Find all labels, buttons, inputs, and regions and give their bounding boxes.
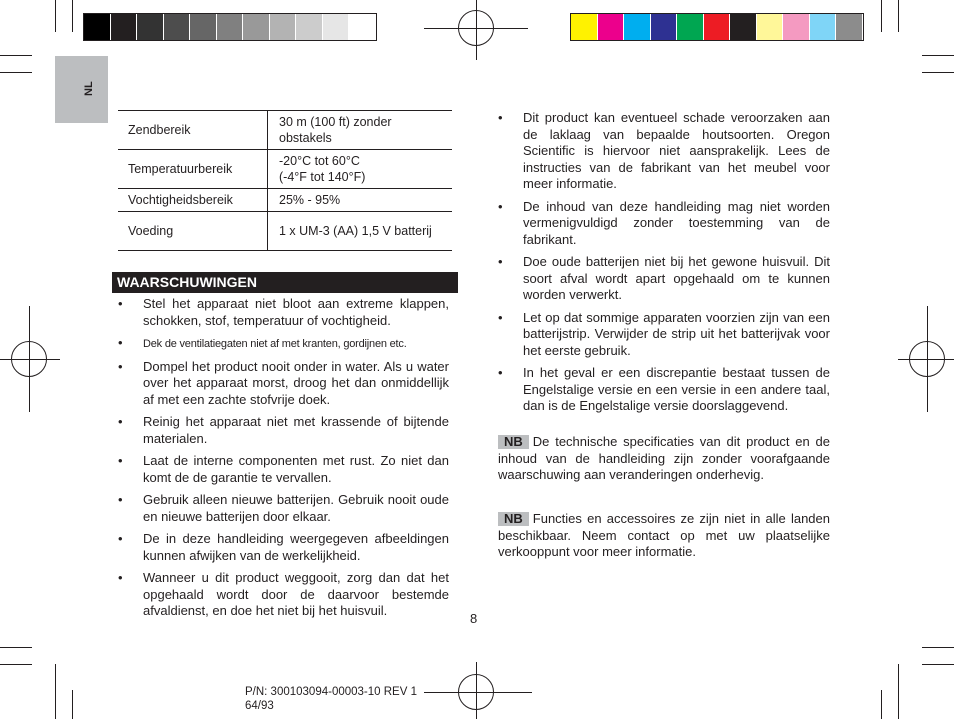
crop-mark	[898, 664, 899, 719]
list-item-text: Reinig het apparaat niet met krassende of bijtende materialen.	[143, 414, 449, 446]
color-calibration-bar	[570, 13, 864, 41]
crop-mark	[0, 664, 32, 665]
crop-mark	[55, 0, 56, 32]
color-swatch	[296, 14, 323, 40]
color-swatch	[598, 14, 625, 40]
spec-label: Temperatuurbereik	[118, 150, 268, 189]
warnings-list-right	[498, 110, 830, 421]
print-info	[245, 685, 417, 713]
bullet-icon: •	[118, 358, 123, 374]
list-item	[118, 296, 449, 329]
crop-mark	[72, 0, 73, 32]
registration-line	[424, 692, 532, 693]
spec-value: 30 m (100 ft) zonder obstakels	[268, 111, 453, 150]
crop-mark	[55, 664, 56, 719]
bullet-icon: •	[498, 365, 503, 380]
bullet-icon: •	[118, 335, 123, 350]
color-swatch	[704, 14, 731, 40]
list-item-text: De inhoud van deze handleiding mag niet worden vermenigvuldigd zonder toestemming van de fabrikant.	[523, 198, 830, 247]
list-item-text: In het geval er een discrepantie bestaat tussen de Engelstalige versie en een versie in een andere taal, dan is de Engelstalige versie doorslaggevend.	[523, 365, 830, 413]
list-item	[118, 531, 449, 564]
bullet-icon: •	[118, 296, 123, 311]
list-item	[118, 414, 449, 447]
registration-line	[476, 0, 477, 60]
list-item	[498, 365, 830, 415]
crop-mark	[0, 72, 32, 73]
crop-mark	[922, 647, 954, 648]
crop-mark	[72, 690, 73, 719]
list-item-text: Doe oude batterijen niet bij het gewone huisvuil. Dit soort afval wordt apart opgehaald om te kunnen worden verwerkt.	[523, 254, 830, 302]
spec-value-line: -20°C tot 60°C	[279, 154, 360, 168]
color-swatch	[677, 14, 704, 40]
list-item-text: De in deze handleiding weergegeven afbeeldingen kunnen afwijken van de werkelijkheid.	[143, 531, 449, 563]
note-specifications	[498, 434, 830, 484]
spec-label: Vochtigheidsbereik	[118, 189, 268, 212]
color-swatch	[137, 14, 164, 40]
crop-mark	[881, 690, 882, 719]
crop-mark	[898, 0, 899, 32]
list-item	[118, 492, 449, 525]
spec-value: 25% - 95%	[268, 189, 453, 212]
registration-line	[0, 359, 60, 360]
note-text: De technische specificaties van dit product en de inhoud van de handleiding zijn zonder voorafgaande waarschuwing aan veranderingen onderhevig.	[498, 434, 830, 482]
specifications-table	[118, 110, 452, 251]
color-swatch	[349, 14, 376, 40]
page-number: 8	[470, 611, 478, 626]
list-item-text: Wanneer u dit product weggooit, zorg dan dat het opgehaald wordt door de daarvoor bestemde afvaldienst, en doe het niet bij het huisvuil.	[143, 570, 449, 618]
sheet-number: 64/93	[245, 700, 274, 712]
bullet-icon: •	[498, 198, 503, 214]
grayscale-calibration-bar	[83, 13, 377, 41]
spec-label: Voeding	[118, 212, 268, 251]
note-features	[498, 511, 830, 561]
color-swatch	[84, 14, 111, 40]
list-item-text: Let op dat sommige apparaten voorzien zijn van een batterijstrip. Verwijder de strip uit het batterijvak voor het eerste gebruik.	[523, 309, 830, 358]
spec-label: Zendbereik	[118, 111, 268, 150]
list-item-text: Stel het apparaat niet bloot aan extreme klappen, schokken, stof, temperatuur of vochtigheid.	[143, 296, 449, 328]
color-swatch	[730, 14, 757, 40]
color-swatch	[217, 14, 244, 40]
bullet-icon: •	[118, 531, 123, 546]
color-swatch	[270, 14, 297, 40]
bullet-icon: •	[118, 453, 123, 468]
color-swatch	[836, 14, 863, 40]
spec-value: 1 x UM-3 (AA) 1,5 V batterij	[268, 212, 453, 251]
color-swatch	[164, 14, 191, 40]
crop-mark	[922, 55, 954, 56]
crop-mark	[881, 0, 882, 32]
bullet-icon: •	[118, 570, 123, 585]
list-item-text: Dek de ventilatiegaten niet af met kranten, gordijnen etc.	[143, 338, 407, 350]
note-tag: NB	[498, 435, 529, 449]
color-swatch	[810, 14, 837, 40]
color-swatch	[757, 14, 784, 40]
registration-line	[476, 662, 477, 719]
bullet-icon: •	[118, 414, 123, 429]
bullet-icon: •	[498, 110, 503, 125]
crop-mark	[922, 664, 954, 665]
note-tag: NB	[498, 512, 529, 526]
bullet-icon: •	[498, 309, 503, 325]
registration-line	[29, 306, 30, 412]
color-swatch	[571, 14, 598, 40]
table-row	[118, 189, 452, 212]
crop-mark	[0, 55, 32, 56]
color-swatch	[783, 14, 810, 40]
crop-mark	[0, 647, 32, 648]
list-item	[118, 570, 449, 620]
list-item	[498, 254, 830, 304]
table-row	[118, 150, 452, 189]
language-tab-label: NL	[83, 81, 95, 96]
note-text: Functies en accessoires ze zijn niet in alle landen beschikbaar. Neem contact op met uw plaatselijke verkooppunt voor meer informatie.	[498, 511, 830, 559]
warnings-heading: WAARSCHUWINGEN	[112, 272, 458, 293]
list-item	[498, 198, 830, 249]
color-swatch	[111, 14, 138, 40]
bullet-icon: •	[118, 492, 123, 507]
color-swatch	[190, 14, 217, 40]
part-number: P/N: 300103094-00003-10 REV 1	[245, 686, 417, 698]
color-swatch	[243, 14, 270, 40]
list-item-text: Laat de interne componenten met rust. Zo niet dan komt de de garantie te vervallen.	[143, 453, 449, 485]
list-item-text: Gebruik alleen nieuwe batterijen. Gebruik nooit oude en nieuwe batterijen door elkaar.	[143, 492, 449, 524]
color-swatch	[323, 14, 350, 40]
list-item-text: Dit product kan eventueel schade veroorzaken aan de laklaag van bepaalde houtsoorten. Oregon Scientific is hiervoor niet aansprakelijk. Lees de instructies van de fabrikant van het meubel voor meer informatie.	[523, 110, 830, 191]
registration-line	[927, 306, 928, 412]
list-item	[118, 358, 449, 409]
color-swatch	[651, 14, 678, 40]
registration-line	[898, 359, 954, 360]
crop-mark	[922, 72, 954, 73]
list-item	[498, 309, 830, 360]
table-row	[118, 111, 452, 150]
bullet-icon: •	[498, 254, 503, 269]
color-swatch	[624, 14, 651, 40]
language-tab	[55, 56, 108, 123]
list-item	[498, 110, 830, 193]
spec-value	[268, 150, 453, 189]
list-item	[118, 453, 449, 486]
list-item-text: Dompel het product nooit onder in water. Als u water over het apparaat morst, droog het dan onmiddellijk af met een zachte stofvrije doek.	[143, 358, 449, 407]
warnings-list-left	[118, 296, 449, 626]
spec-value-line: (-4°F tot 140°F)	[279, 170, 366, 184]
table-row	[118, 212, 452, 251]
list-item	[118, 335, 449, 353]
